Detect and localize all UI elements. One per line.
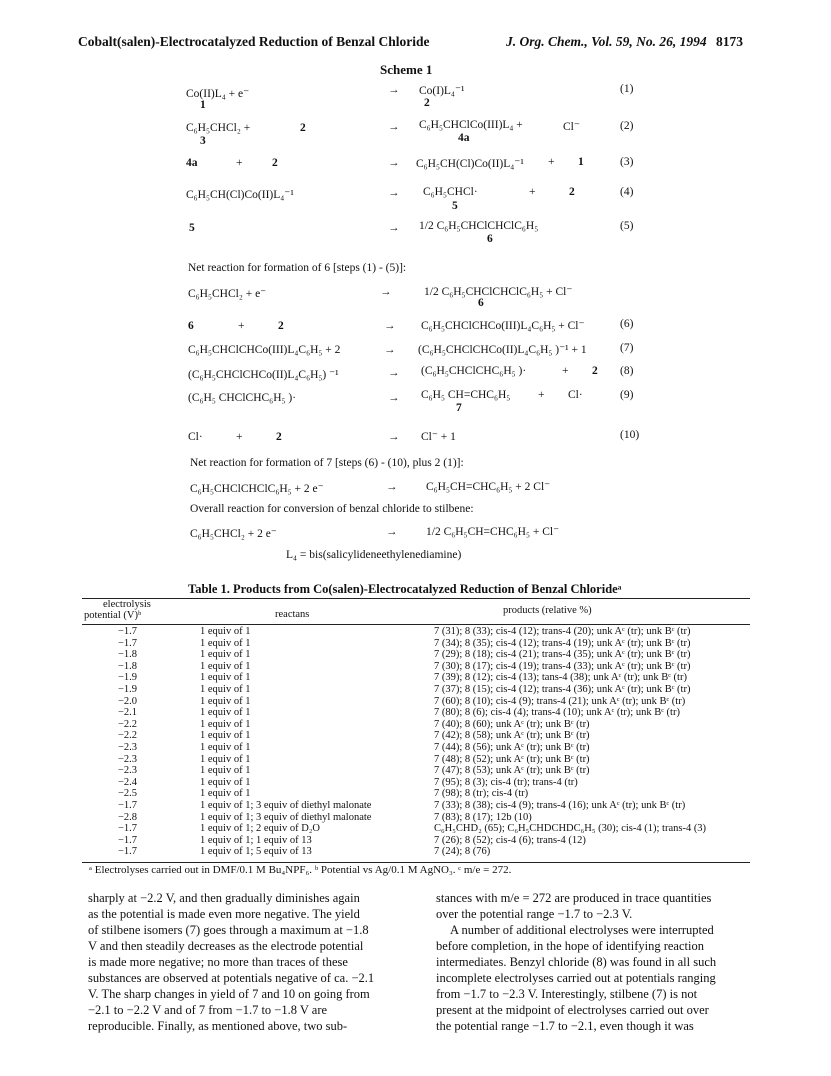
eq7-rhs: (C₆H₅CHClCHCo(II)L₄C₆H₅ )⁻¹ + 1 <box>418 344 587 356</box>
eq8-rhs2: 2 <box>592 365 598 377</box>
table-cell-products: 7 (44); 8 (56); unk Aᶜ (tr); unk Bᶜ (tr) <box>434 742 590 753</box>
eq4-rhs2: 2 <box>569 186 575 198</box>
eq9-rhs2: Cl· <box>568 389 583 401</box>
eq3-plus: + <box>236 157 243 169</box>
table-bottom-rule <box>82 862 750 863</box>
table-cell-reactants: 1 equiv of 1 <box>200 788 251 800</box>
eq3-rhs: C₆H₅CH(Cl)Co(II)L₄⁻¹ <box>416 158 524 170</box>
table-cell-reactants: 1 equiv of 1 <box>200 718 251 730</box>
eq9-plus: + <box>538 389 545 401</box>
table-cell-reactants: 1 equiv of 1 <box>200 626 251 637</box>
table-cell-reactants: 1 equiv of 1 <box>200 707 251 719</box>
eq2-number: (2) <box>620 120 634 132</box>
eq6-number: (6) <box>620 318 634 330</box>
eq5-lhs: 5 <box>189 222 195 234</box>
net6-rhs-label: 6 <box>478 297 484 309</box>
table-cell-reactants: 1 equiv of 1; 1 equiv of 13 <box>200 834 312 846</box>
table-cell-potential: −2.3 <box>118 765 138 777</box>
body-right-line: intermediates. Benzyl chloride (8) was found in all such <box>436 955 717 969</box>
net7-lhs: C₆H₅CHClCHClC₆H₅ + 2 e⁻ <box>190 483 324 495</box>
eq2-rhs: C₆H₅CHClCo(III)L₄ + <box>419 119 523 131</box>
eq5-number: (5) <box>620 220 634 232</box>
table-cell-products: 7 (42); 8 (58); unk Aᶜ (tr); unk Bᶜ (tr) <box>434 730 590 742</box>
table-cell-potential: −1.7 <box>118 823 138 835</box>
table-cell-reactants: 1 equiv of 1 <box>200 753 251 765</box>
table-cell-potential: −2.3 <box>118 753 138 765</box>
eq10-number: (10) <box>620 429 640 441</box>
table-cell-products: 7 (29); 8 (18); cis-4 (21); trans-4 (35); unk Aᶜ (tr); unk Bᶜ (tr) <box>434 649 691 661</box>
eq3-arrow: → <box>388 157 400 169</box>
table-cell-potential: −2.8 <box>118 811 138 823</box>
table-cell-potential: −1.7 <box>118 834 138 846</box>
table-cell-potential: −2.2 <box>118 718 138 730</box>
body-left-line: V. The sharp changes in yield of 7 and 10 on going from <box>88 987 370 1001</box>
eq3-number: (3) <box>620 156 634 168</box>
body-left-line: substances are observed at potentials negative of ca. −2.1 <box>88 971 375 985</box>
table-cell-potential: −1.8 <box>118 660 138 672</box>
eq7-arrow: → <box>384 344 396 356</box>
table-cell-reactants: 1 equiv of 1 <box>200 684 251 695</box>
col-products-header: products (relative %) <box>503 605 592 616</box>
body-right-line: from −1.7 to −2.3 V. Interestingly, stilbene (7) is not <box>436 987 698 1001</box>
table-cell-products: 7 (30); 8 (17); cis-4 (19); trans-4 (33); unk Aᶜ (tr); unk Bᶜ (tr) <box>434 660 691 672</box>
net6-label: Net reaction for formation of 6 [steps (1) - (5)]: <box>188 262 407 274</box>
table-cell-reactants: 1 equiv of 1 <box>200 695 251 707</box>
overall-arrow: → <box>386 526 398 538</box>
table-cell-potential: −2.1 <box>118 707 138 719</box>
body-left-line: −2.1 to −2.2 V and of 7 from −1.7 to −1.8 V are <box>88 1003 328 1017</box>
eq1-arrow: → <box>388 84 400 96</box>
eq2-arrow: → <box>388 121 400 133</box>
eq4-rhs-label: 5 <box>452 200 458 212</box>
table-footnote: ᵃ Electrolyses carried out in DMF/0.1 M Bu₄NPF₆. ᵇ Potential vs Ag/0.1 M AgNO₃. ᶜ m/e = 272. <box>89 864 512 876</box>
eq2-lhs: C₆H₅CHCl₂ + <box>186 122 251 134</box>
eq6-rhs: C₆H₅CHClCHCo(III)L₄C₆H₅ + Cl⁻ <box>421 320 585 332</box>
eq2-lhs-label: 3 <box>200 135 206 147</box>
table-cell-products: 7 (33); 8 (38); cis-4 (9); trans-4 (16); unk Aᶜ (tr); unk Bᶜ (tr) <box>434 800 686 811</box>
eq8-rhs: (C₆H₅CHClCHC₆H₅ )· <box>421 365 527 377</box>
eq4-lhs: C₆H₅CH(Cl)Co(II)L₄⁻¹ <box>186 189 294 201</box>
table-cell-reactants: 1 equiv of 1 <box>200 637 251 649</box>
eq10-plus: + <box>236 431 243 443</box>
body-left-column <box>88 890 408 1034</box>
overall-lhs: C₆H₅CHCl₂ + 2 e⁻ <box>190 528 277 540</box>
eq4-arrow: → <box>388 187 400 199</box>
eq5-rhs-label: 6 <box>487 233 493 245</box>
table-cell-potential: −1.9 <box>118 684 138 695</box>
body-left-line: as the potential is made even more negative. The yield <box>88 907 360 921</box>
table-cell-potential: −2.3 <box>118 742 138 753</box>
table-cell-potential: −1.7 <box>118 637 138 649</box>
table-cell-products: C₆H₅CHD₂ (65); C₆H₅CHDCHDC₆H₅ (30); cis-4 (1); trans-4 (3) <box>434 823 707 835</box>
body-right-line: before completion, in the hope of identifying reaction <box>436 939 704 953</box>
table-cell-products: 7 (40); 8 (60); unk Aᶜ (tr); unk Bᶜ (tr) <box>434 718 590 730</box>
table-cell-products: 7 (95); 8 (3); cis-4 (tr); trans-4 (tr) <box>434 776 578 788</box>
eq6-lhs2: 2 <box>278 320 284 332</box>
eq2-rhs2: Cl⁻ <box>563 121 580 133</box>
eq6-plus: + <box>238 320 245 332</box>
eq8-arrow: → <box>388 367 400 379</box>
table-cell-products: 7 (31); 8 (33); cis-4 (12); trans-4 (20); unk Aᶜ (tr); unk Bᶜ (tr) <box>434 626 691 637</box>
body-right-line: stances with m/e = 272 are produced in trace quantities <box>436 891 712 905</box>
eq4-number: (4) <box>620 186 634 198</box>
overall-rhs: 1/2 C₆H₅CH=CHC₆H₅ + Cl⁻ <box>426 526 560 538</box>
net7-rhs: C₆H₅CH=CHC₆H₅ + 2 Cl⁻ <box>426 481 551 493</box>
eq1-lhs-label: 1 <box>200 99 206 111</box>
col-reactants-header: reactans <box>275 609 310 620</box>
eq5-rhs: 1/2 C₆H₅CHClCHClC₆H₅ <box>419 220 539 232</box>
page-number: 8173 <box>716 34 744 49</box>
table-cell-products: 7 (34); 8 (35); cis-4 (12); trans-4 (19); unk Aᶜ (tr); unk Bᶜ (tr) <box>434 637 691 649</box>
eq1-lhs: Co(II)L₄ + e⁻ <box>186 88 250 100</box>
table-cell-potential: −1.7 <box>118 800 138 811</box>
table-cell-potential: −1.9 <box>118 672 138 684</box>
table-cell-reactants: 1 equiv of 1; 3 equiv of diethyl malonate <box>200 811 372 823</box>
table-cell-products: 7 (39); 8 (12); cis-4 (13); tans-4 (38); unk Aᶜ (tr); unk Bᶜ (tr) <box>434 672 687 684</box>
table-top-rule <box>82 598 750 599</box>
eq1-rhs: Co(I)L₄⁻¹ <box>419 85 465 97</box>
table-title: Table 1. Products from Co(salen)-Electrocatalyzed Reduction of Benzal Chlorideᵃ <box>188 582 622 596</box>
col-potential-header-line1: electrolysis <box>103 599 151 610</box>
table-cell-products: 7 (80); 8 (6); cis-4 (4); trans-4 (10); unk Aᶜ (tr); unk Bᶜ (tr) <box>434 707 680 719</box>
body-right-line: A number of additional electrolyses were interrupted <box>450 923 714 937</box>
table-cell-potential: −2.2 <box>118 730 138 742</box>
table-cell-products: 7 (98); 8 (tr); cis-4 (tr) <box>434 788 529 800</box>
net6-rhs: 1/2 C₆H₅CHClCHClC₆H₅ + Cl⁻ <box>424 286 573 298</box>
table-cell-reactants: 1 equiv of 1 <box>200 730 251 742</box>
table-cell-potential: −2.0 <box>118 695 138 707</box>
col-potential-header <box>103 599 151 610</box>
eq8-plus: + <box>562 365 569 377</box>
table-cell-reactants: 1 equiv of 1; 3 equiv of diethyl malonate <box>200 800 372 811</box>
eq3-rhs2: 1 <box>578 156 584 168</box>
body-left-line: is made more negative; no more than traces of these <box>88 955 348 969</box>
eq1-rhs-label: 2 <box>424 97 430 109</box>
journal-citation <box>506 34 743 50</box>
net7-arrow: → <box>386 481 398 493</box>
running-title: Cobalt(salen)-Electrocatalyzed Reduction of Benzal Chloride <box>78 34 430 49</box>
eq10-arrow: → <box>388 431 400 443</box>
table-cell-reactants: 1 equiv of 1 <box>200 672 251 684</box>
table-cell-products: 7 (60); 8 (10); cis-4 (9); trans-4 (21); unk Aᶜ (tr); unk Bᶜ (tr) <box>434 695 686 707</box>
eq7-number: (7) <box>620 342 634 354</box>
table-cell-reactants: 1 equiv of 1 <box>200 742 251 753</box>
eq2-lhs2: 2 <box>300 122 306 134</box>
eq1-number: (1) <box>620 83 634 95</box>
overall-label: Overall reaction for conversion of benzal chloride to stilbene: <box>190 503 474 515</box>
journal-name: J. Org. Chem., Vol. 59, No. 26, 1994 <box>506 34 707 49</box>
eq3-lhs2: 2 <box>272 157 278 169</box>
table-cell-products: 7 (47); 8 (53); unk Aᶜ (tr); unk Bᶜ (tr) <box>434 765 590 777</box>
eq9-arrow: → <box>388 392 400 404</box>
net7-label: Net reaction for formation of 7 [steps (6) - (10), plus 2 (1)]: <box>190 457 464 469</box>
table-cell-reactants: 1 equiv of 1 <box>200 660 251 672</box>
table-cell-reactants: 1 equiv of 1 <box>200 765 251 777</box>
table-cell-reactants: 1 equiv of 1; 5 equiv of 13 <box>200 846 312 858</box>
table-header-rule <box>82 624 750 625</box>
table-cell-potential: −2.5 <box>118 788 138 800</box>
net6-lhs: C₆H₅CHCl₂ + e⁻ <box>188 288 267 300</box>
eq10-lhs: Cl· <box>188 431 203 443</box>
table-cell-products: 7 (83); 8 (17); 12b (10) <box>434 811 532 823</box>
eq4-rhs: C₆H₅CHCl· <box>423 186 478 198</box>
eq6-lhs: 6 <box>188 320 194 332</box>
body-left-line: sharply at −2.2 V, and then gradually diminishes again <box>88 891 360 905</box>
net6-arrow: → <box>380 286 392 298</box>
eq10-rhs: Cl⁻ + 1 <box>421 431 456 443</box>
body-right-line: incomplete electrolyses carried out at potentials ranging <box>436 971 716 985</box>
body-right-line: over the potential range −1.7 to −2.3 V. <box>436 907 633 921</box>
eq3-lhs: 4a <box>186 157 198 169</box>
eq3-plus2: + <box>548 156 555 168</box>
eq9-number: (9) <box>620 389 634 401</box>
eq5-arrow: → <box>388 222 400 234</box>
eq4-plus: + <box>529 186 536 198</box>
table-cell-reactants: 1 equiv of 1 <box>200 776 251 788</box>
eq8-lhs: (C₆H₅CHClCHCo(II)L₄C₆H₅) ⁻¹ <box>188 369 339 381</box>
eq2-rhs-label: 4a <box>458 132 470 144</box>
body-left-line: V and then steadily decreases as the electrode potential <box>88 939 364 953</box>
body-right-line: the potential range −1.7 to −2.1, even though it was <box>436 1019 694 1033</box>
table-cell-reactants: 1 equiv of 1; 2 equiv of D₂O <box>200 823 321 835</box>
table-cell-potential: −1.8 <box>118 649 138 661</box>
table-cell-products: 7 (37); 8 (15); cis-4 (12); trans-4 (36); unk Aᶜ (tr); unk Bᶜ (tr) <box>434 684 691 695</box>
table-cell-reactants: 1 equiv of 1 <box>200 649 251 661</box>
body-left-line: of stilbene isomers (7) goes through a maximum at −1.8 <box>88 923 369 937</box>
table-cell-potential: −1.7 <box>118 846 138 858</box>
body-left-line: reproducible. Finally, as mentioned above, two sub- <box>88 1019 348 1033</box>
scheme-title: Scheme 1 <box>380 62 433 77</box>
table-cell-products: 7 (48); 8 (52); unk Aᶜ (tr); unk Bᶜ (tr) <box>434 753 590 765</box>
eq7-lhs: C₆H₅CHClCHCo(III)L₄C₆H₅ + 2 <box>188 344 341 356</box>
body-right-column <box>436 890 758 1034</box>
eq9-lhs: (C₆H₅ CHClCHC₆H₅ )· <box>188 392 297 404</box>
ligand-definition: L₄ = bis(salicylideneethylenediamine) <box>286 549 462 561</box>
eq6-arrow: → <box>384 320 396 332</box>
eq10-lhs2: 2 <box>276 431 282 443</box>
table-cell-products: 7 (24); 8 (76) <box>434 846 491 858</box>
eq9-rhs: C₆H₅ CH=CHC₆H₅ <box>421 389 511 401</box>
table-cell-products: 7 (26); 8 (52); cis-4 (6); trans-4 (12) <box>434 834 586 846</box>
table-cell-potential: −1.7 <box>118 626 138 637</box>
col-potential-header-line2: potential (V)ᵇ <box>84 610 142 621</box>
eq9-rhs-label: 7 <box>456 402 462 414</box>
table-cell-potential: −2.4 <box>118 776 138 788</box>
eq8-number: (8) <box>620 365 634 377</box>
body-right-line: present at the midpoint of electrolyses carried out over <box>436 1003 709 1017</box>
